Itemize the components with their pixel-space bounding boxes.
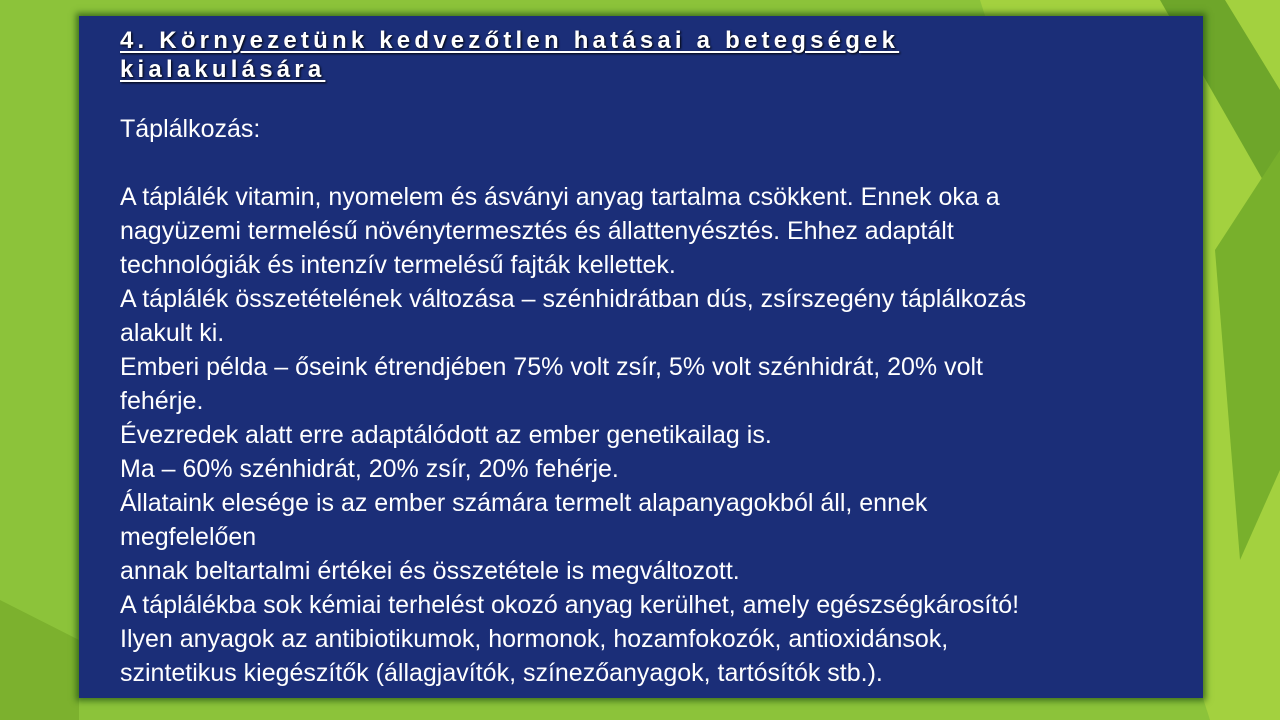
body-line: szintetikus kiegészítők (állagjavítók, színezőanyagok, tartósítók stb.). bbox=[120, 659, 883, 687]
section-subtitle: Táplálkozás: bbox=[120, 115, 261, 143]
body-line: Emberi példa – őseink étrendjében 75% volt zsír, 5% volt szénhidrát, 20% volt bbox=[120, 353, 983, 381]
body-line: annak beltartalmi értékei és összetétele is megváltozott. bbox=[120, 557, 740, 585]
body-line: megfelelően bbox=[120, 523, 257, 551]
slide-heading-line-1: 4. Környezetünk kedvezőtlen hatásai a betegségek bbox=[120, 27, 900, 54]
body-line: A táplálék összetételének változása – szénhidrátban dús, zsírszegény táplálkozás bbox=[120, 285, 1027, 313]
paragraph-spacer bbox=[120, 146, 1183, 180]
body-line: Ilyen anyagok az antibiotikumok, hormonok, hozamfokozók, antioxidánsok, bbox=[120, 625, 949, 653]
body-line: fehérje. bbox=[120, 387, 204, 415]
slide-heading-line-2: kialakulására bbox=[120, 56, 326, 83]
body-line: Állataink elesége is az ember számára termelt alapanyagokból áll, ennek bbox=[120, 489, 928, 517]
body-line: Ma – 60% szénhidrát, 20% zsír, 20% fehérje. bbox=[120, 455, 619, 483]
body-line: alakult ki. bbox=[120, 319, 225, 347]
body-line: Évezredek alatt erre adaptálódott az ember genetikailag is. bbox=[120, 421, 772, 449]
body-line: A táplálék vitamin, nyomelem és ásványi anyag tartalma csökkent. Ennek oka a bbox=[120, 183, 1000, 211]
body-line: nagyüzemi termelésű növénytermesztés és állattenyésztés. Ehhez adaptált bbox=[120, 217, 954, 245]
body-line: technológiák és intenzív termelésű fajták kellettek. bbox=[120, 251, 676, 279]
body-line: A táplálékba sok kémiai terhelést okozó anyag kerülhet, amely egészségkárosító! bbox=[120, 591, 1020, 619]
content-text-box bbox=[79, 16, 1203, 698]
